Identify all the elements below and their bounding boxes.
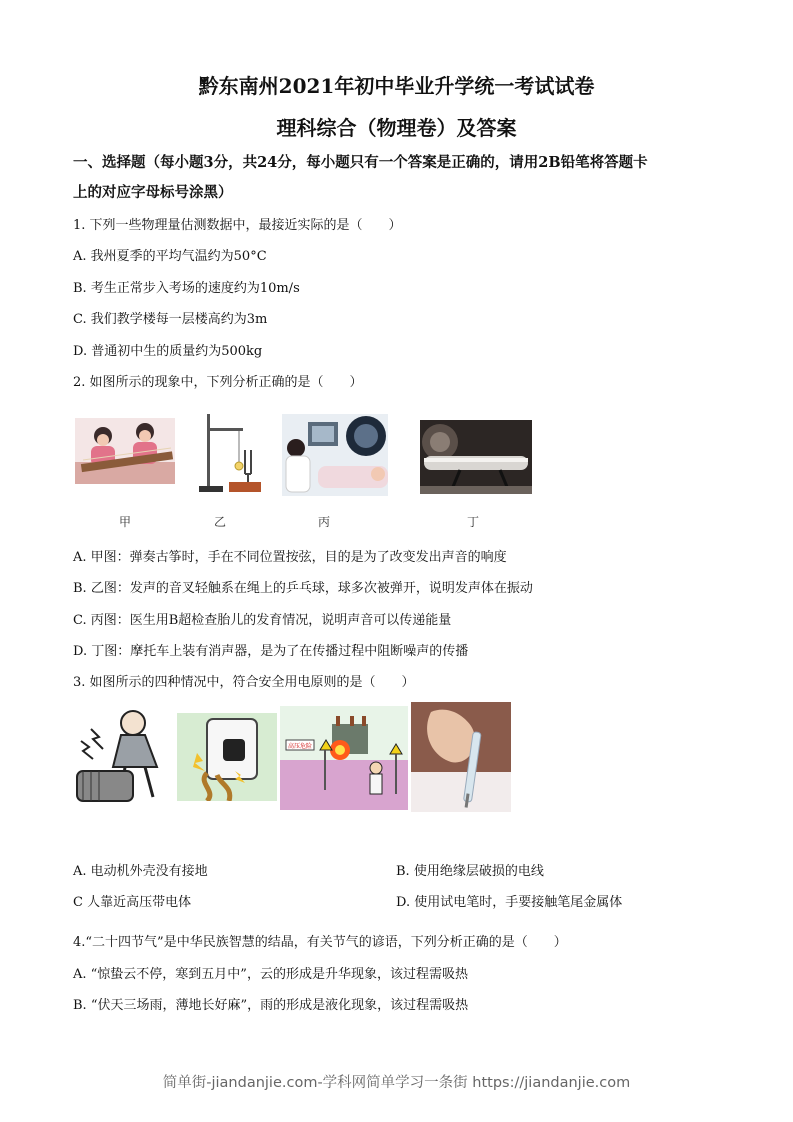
- q1-option-b: B. 考生正常步入考场的速度约为10m/s: [73, 281, 300, 296]
- broken-wire-image: [177, 713, 277, 801]
- q4-stem: 4.“二十四节气”是中华民族智慧的结晶，有关节气的谚语，下列分析正确的是（ ）: [73, 935, 567, 950]
- q1-option-d: D. 普通初中生的质量约为500kg: [73, 344, 263, 359]
- caption-ding: 丁: [467, 515, 480, 529]
- q4-option-a: A. “惊蛰云不停，寒到五月中”，云的形成是升华现象，该过程需吸热: [73, 967, 468, 982]
- q1-option-a: A. 我州夏季的平均气温约为50°C: [73, 249, 267, 264]
- q3-option-c: C 人靠近高压带电体: [73, 895, 192, 910]
- muffler-image: [420, 420, 532, 494]
- q2-option-c: C. 丙图：医生用B超检查胎儿的发育情况，说明声音可以传递能量: [73, 613, 452, 628]
- ultrasound-image: [282, 414, 388, 496]
- q2-option-a: A. 甲图：弹奏古筝时，手在不同位置按弦，目的是为了改变发出声音的响度: [73, 550, 507, 565]
- caption-yi: 乙: [214, 515, 227, 529]
- section-heading-line2: 上的对应字母标号涂黑）: [73, 184, 233, 201]
- caption-jia: 甲: [119, 515, 132, 529]
- q4-option-b: B. “伏天三场雨，薄地长好麻”，雨的形成是液化现象，该过程需吸热: [73, 998, 469, 1013]
- motor-shock-image: [73, 705, 173, 809]
- q3-option-d: D. 使用试电笔时，手要接触笔尾金属体: [396, 895, 623, 910]
- q1-stem: 1. 下列一些物理量估测数据中，最接近实际的是（ ）: [73, 218, 402, 233]
- q2-option-d: D. 丁图：摩托车上装有消声器，是为了在传播过程中阻断噪声的传播: [73, 644, 469, 659]
- caption-bing: 丙: [318, 515, 331, 529]
- q2-option-b: B. 乙图：发声的音叉轻触系在绳上的乒乓球，球多次被弹开，说明发声体在振动: [73, 581, 533, 596]
- high-voltage-image: [280, 706, 408, 810]
- section-heading-line1: 一、选择题（每小题3分，共24分，每小题只有一个答案是正确的，请用2B铅笔将答题卡: [73, 154, 648, 171]
- q3-option-a: A. 电动机外壳没有接地: [73, 864, 208, 879]
- page-footer: 简单街-jiandanjie.com-学科网简单学习一条街 https://jiandanjie.com: [162, 1075, 631, 1091]
- page-title: 黔东南州2021年初中毕业升学统一考试试卷: [198, 74, 595, 98]
- test-pen-image: [411, 702, 511, 812]
- q3-stem: 3. 如图所示的四种情况中，符合安全用电原则的是（ ）: [73, 675, 415, 690]
- q3-option-b: B. 使用绝缘层破损的电线: [396, 864, 544, 879]
- page-subtitle: 理科综合（物理卷）及答案: [276, 116, 517, 140]
- guzheng-image: [75, 418, 175, 484]
- high-voltage-sign: 高压危险: [287, 743, 313, 750]
- q2-stem: 2. 如图所示的现象中，下列分析正确的是（ ）: [73, 375, 363, 390]
- q1-option-c: C. 我们教学楼每一层楼高约为3m: [73, 312, 268, 327]
- tuning-fork-image: [195, 410, 265, 496]
